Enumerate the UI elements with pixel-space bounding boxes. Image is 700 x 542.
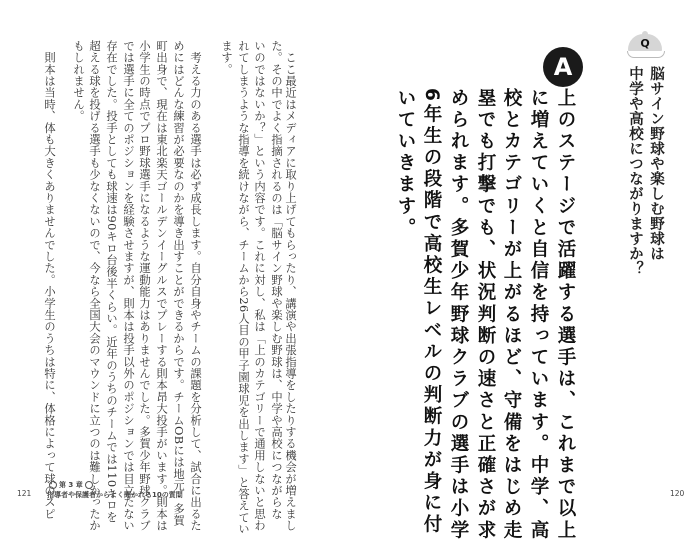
answer-line: 6年生の段階で高校生レベルの判断力が身に付 [421, 88, 442, 536]
body-line: めにはどんな練習が必要なのかを導き出すことができるからです。チームOBには地元・多賀 [172, 40, 185, 527]
body-line: ここ最近はメディアに取り上げてもらったり、講演や出張指導をしたりする機会が増えまし [284, 40, 297, 532]
answer-line: に増えていくと自信を持っています。中学、高 [528, 88, 549, 542]
answer-line: 上のステージで活躍する選手は、これまで以上 [555, 88, 576, 542]
body-line: いのではないか？」という内容です。これに対し、私は「上のカテゴリーで通用しないと思わ [253, 40, 266, 532]
answer-badge: A [543, 47, 583, 87]
body-line: 小学生の時点でプロ野球選手になるような運動能力はありませんでした。多賀少年野球クラブ [138, 40, 151, 532]
answer-line: められます。多賀少年野球クラブの選手は小学 [448, 88, 469, 542]
circle-ornament-icon [49, 481, 57, 489]
question-line: 中学や高校につながりますか？ [627, 66, 643, 276]
answer-line: 塁でも打撃でも、状況判断の速さと正確さが求 [475, 88, 496, 542]
answer-line: いていきます。 [395, 88, 416, 240]
body-line: れてしまうような指導を続けながら、チームから26人目の甲子園球児を出します」と答えてい [237, 40, 250, 535]
page-number: 121 [17, 489, 32, 498]
chapter-label [47, 480, 95, 490]
body-line: 超える球を投げる選手も少なくないので、今なら全国大会のマウンドに立つのは難しかったか [88, 40, 101, 532]
body-line: 存在でした。投手としても球速は90キロ台後半くらい。近年のうちのチームでは110キロを [105, 40, 118, 523]
question-badge-letter: Q [640, 37, 650, 50]
body-line: た。その中でよく指摘されるのは「脳サイン野球や楽しむ野球は、中学や高校につながらな [270, 40, 283, 520]
body-line: では選手に全てのポジションを経験させますが、則本は投手以外のポジションでは目立たない [122, 40, 135, 532]
question-line: 脳サイン野球や楽しむ野球は [648, 66, 664, 261]
body-line: 考える力のある選手は必ず成長します。自分自身やチームの課題を分析して、試合に出るた [189, 40, 202, 532]
cap-brim [627, 51, 665, 58]
answer-line: 校とカテゴリーが上がるほど、守備をはじめ走 [501, 88, 522, 542]
chapter-label-text: 第 3 章 [59, 481, 83, 489]
question-cap-icon [628, 34, 662, 58]
body-line: もしれません。 [72, 40, 85, 122]
chapter-title: 指導者や保護者からよく聞かれる10の質問 [47, 491, 183, 499]
page-number: 120 [670, 489, 685, 498]
left-page [0, 0, 350, 535]
circle-ornament-icon [85, 481, 93, 489]
body-line: 則本は当時、体も大きくありませんでした。小学生のうちは特に、体格によって球のスピ [43, 40, 56, 520]
body-line: 町出身で、現在は東北楽天ゴールデンイーグルスでプレーする則本昂大投手がいます。則本は [155, 40, 168, 532]
body-line: ます。 [220, 40, 233, 76]
